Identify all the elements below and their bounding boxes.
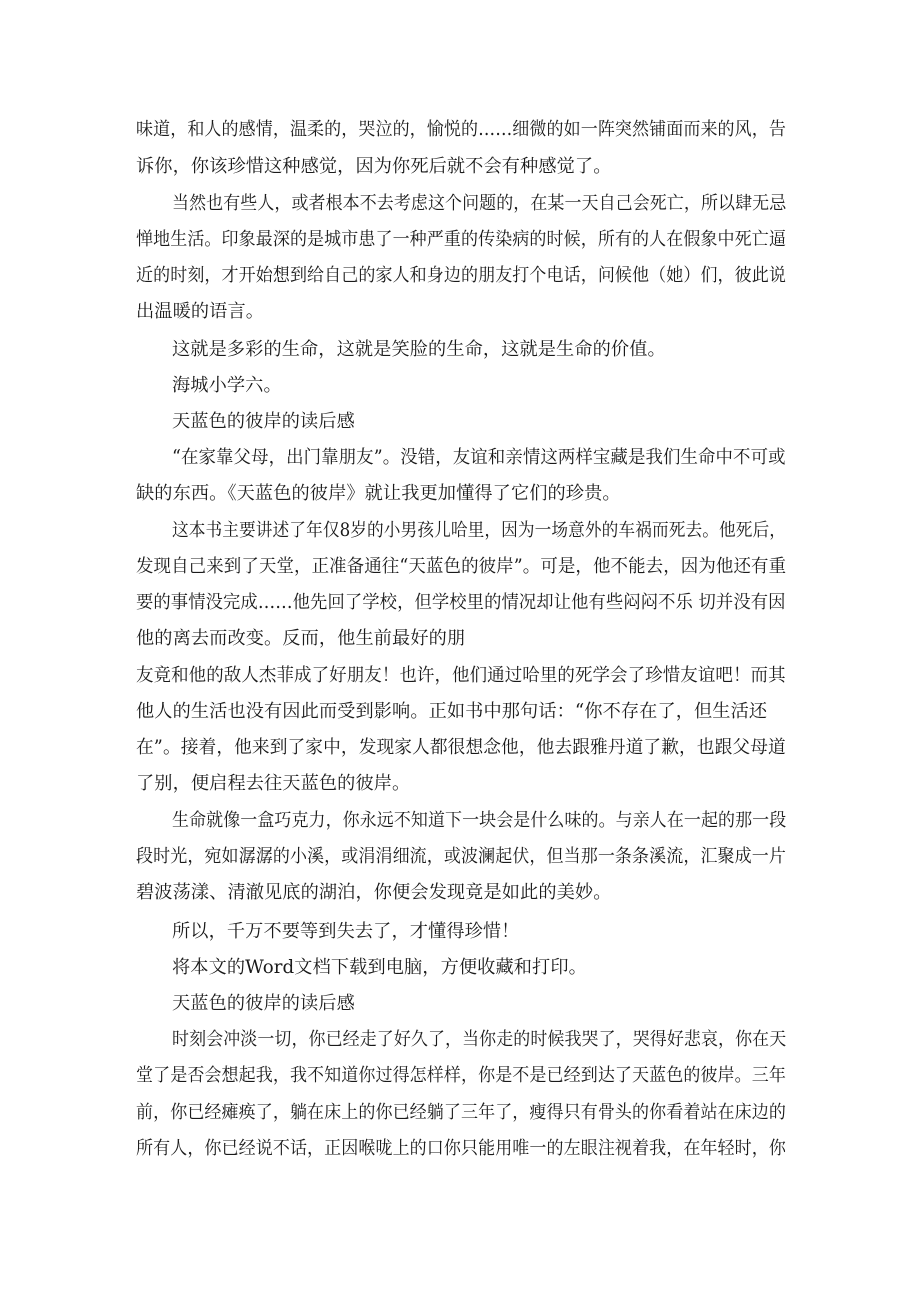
section-heading: 天蓝色的彼岸的读后感: [172, 411, 355, 432]
text-line: 近的时刻，才开始想到给自己的家人和身边的朋友打个电话，问候他（她）们，彼此说: [136, 265, 786, 286]
text-line: 在”。接着，他来到了家中，发现家人都很想念他，他去跟雅丹道了歉，也跟父母道: [136, 737, 786, 758]
text-line: 段时光，宛如潺潺的小溪，或涓涓细流，或波澜起伏，但当那一条条溪流，汇聚成一片: [136, 846, 786, 867]
text-line: 前，你已经瘫痪了，躺在床上的你已经躺了三年了，瘦得只有骨头的你看着站在床边的: [136, 1102, 786, 1123]
text-line: 诉你，你该珍惜这种感觉，因为你死后就不会有种感觉了。: [136, 156, 612, 177]
text-line: 要的事情没完成……他先回了学校，但学校里的情况却让他有些闷闷不乐 切并没有因: [136, 592, 786, 613]
text-line: 味道，和人的感情，温柔的，哭泣的，愉悦的……细微的如一阵突然铺面而来的风，告: [136, 119, 786, 140]
text-line: “在家靠父母，出门靠朋友”。没错，友谊和亲情这两样宝藏是我们生命中不可或: [172, 447, 786, 468]
section-heading: 天蓝色的彼岸的读后感: [172, 993, 355, 1014]
text-line: 缺的东西。《天蓝色的彼岸》就让我更加懂得了它们的珍贵。: [136, 483, 621, 504]
text-line: 生命就像一盒巧克力，你永远不知道下一块会是什么味的。与亲人在一起的那一段: [172, 810, 787, 831]
text-line: 他的离去而改变。反而，他生前最好的朋: [136, 628, 466, 649]
text-line: 时刻会冲淡一切，你已经走了好久了，当你走的时候我哭了，哭得好悲哀，你在天: [172, 1029, 787, 1050]
text-line: 友竟和他的敌人杰菲成了好朋友！也许，他们通过哈里的死学会了珍惜友谊吧！而其: [136, 665, 786, 686]
text-line: 他人的生活也没有因此而受到影响。正如书中那句话：“你不存在了，但生活还: [136, 701, 768, 722]
text-line: 堂了是否会想起我，我不知道你过得怎样样，你是不是已经到达了天蓝色的彼岸。三年: [136, 1065, 786, 1086]
text-line: 这本书主要讲述了年仅8岁的小男孩儿哈里，因为一场意外的车祸而死去。他死后，: [172, 520, 787, 541]
text-line: 了别，便启程去往天蓝色的彼岸。: [136, 773, 411, 794]
text-line: 碧波荡漾、清澈见底的湖泊，你便会发现竟是如此的美妙。: [136, 882, 612, 903]
text-line: 将本文的Word文档下载到电脑，方便收藏和打印。: [172, 957, 587, 978]
text-line: 海城小学六。: [172, 375, 282, 396]
text-line: 惮地生活。印象最深的是城市患了一种严重的传染病的时候，所有的人在假象中死亡逼: [136, 229, 786, 250]
text-line: 这就是多彩的生命，这就是笑脸的生命，这就是生命的价值。: [172, 339, 666, 360]
text-line: 所以，千万不要等到失去了，才懂得珍惜！: [172, 921, 520, 942]
text-line: 出温暖的语言。: [136, 301, 265, 322]
text-line: 所有人，你已经说不话，正因喉咙上的口你只能用唯一的左眼注视着我，在年轻时，你: [136, 1138, 786, 1159]
text-line: 当然也有些人，或者根本不去考虑这个问题的，在某一天自己会死亡，所以肆无忌: [172, 193, 787, 214]
text-line: 发现自己来到了天堂，正准备通往“天蓝色的彼岸”。可是，他不能去，因为他还有重: [136, 556, 787, 577]
